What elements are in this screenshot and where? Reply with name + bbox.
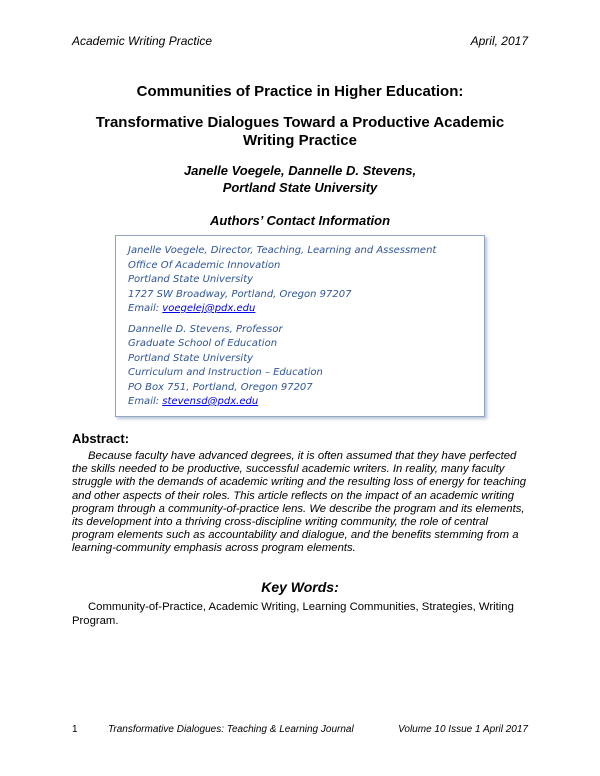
abstract-text: Because faculty have advanced degrees, it is often assumed that they have perfected the skills needed to be productive, successful academic writers. In reality, many faculty struggle with the demands of academic writing and the resulting loss of energy for teaching and other aspects of their roles. This article reflects on the impact of an academic writing program through a community-of-practice lens. We describe the program and its elements, its development into a thriving cross-discipline writing community, the role of central program elements such as accountability and dialogue, and the benefits stemming from a learning-community emphasis across program elements. (72, 450, 527, 555)
contact-info-box (115, 235, 485, 417)
keywords-text: Community-of-Practice, Academic Writing, Learning Communities, Strategies, Writing Program. (72, 601, 514, 627)
author-block (0, 162, 600, 196)
running-header-date: April, 2017 (470, 34, 528, 48)
contact1-title: Janelle Voegele, Director, Teaching, Learning and Assessment (128, 245, 437, 256)
contact2-email-label: Email: (128, 396, 163, 407)
contact1-office: Office Of Academic Innovation (128, 259, 281, 271)
contact2-address: PO Box 751, Portland, Oregon 97207 (128, 381, 313, 393)
contact2-school: Graduate School of Education (128, 338, 278, 349)
abstract-heading: Abstract: (72, 431, 130, 446)
contact2-email-link[interactable]: stevensd@pdx.edu (162, 396, 259, 407)
title-line-2: Transformative Dialogues Toward a Productive Academic (95, 114, 505, 131)
contact2-email-line (128, 395, 484, 410)
footer-volume: Volume 10 Issue 1 April 2017 (398, 724, 528, 735)
author-names: Janelle Voegele, Dannelle D. Stevens, (183, 163, 417, 178)
contact1-email-link[interactable]: voegelej@pdx.edu (162, 303, 256, 314)
contact2-university: Portland State University (128, 352, 254, 364)
author-affiliation: Portland State University (222, 180, 378, 195)
contact1-university: Portland State University (128, 274, 254, 285)
footer-journal-name: Transformative Dialogues: Teaching & Learning Journal (108, 724, 354, 735)
contact1-email-label: Email: (128, 303, 163, 314)
contact1-address: 1727 SW Broadway, Portland, Oregon 97207 (128, 288, 352, 300)
contact2-department: Curriculum and Instruction – Education (128, 367, 323, 378)
title-line-1: Communities of Practice in Higher Education: (136, 83, 464, 100)
contact2-title: Dannelle D. Stevens, Professor (128, 323, 283, 335)
title-line-3: Writing Practice (243, 132, 357, 149)
contact1-email-line (128, 302, 484, 317)
footer-page-number: 1 (72, 724, 78, 735)
keywords-heading: Key Words: (261, 579, 339, 595)
contact-heading: Authors’ Contact Information (209, 213, 391, 228)
running-header-journal: Academic Writing Practice (72, 34, 213, 48)
